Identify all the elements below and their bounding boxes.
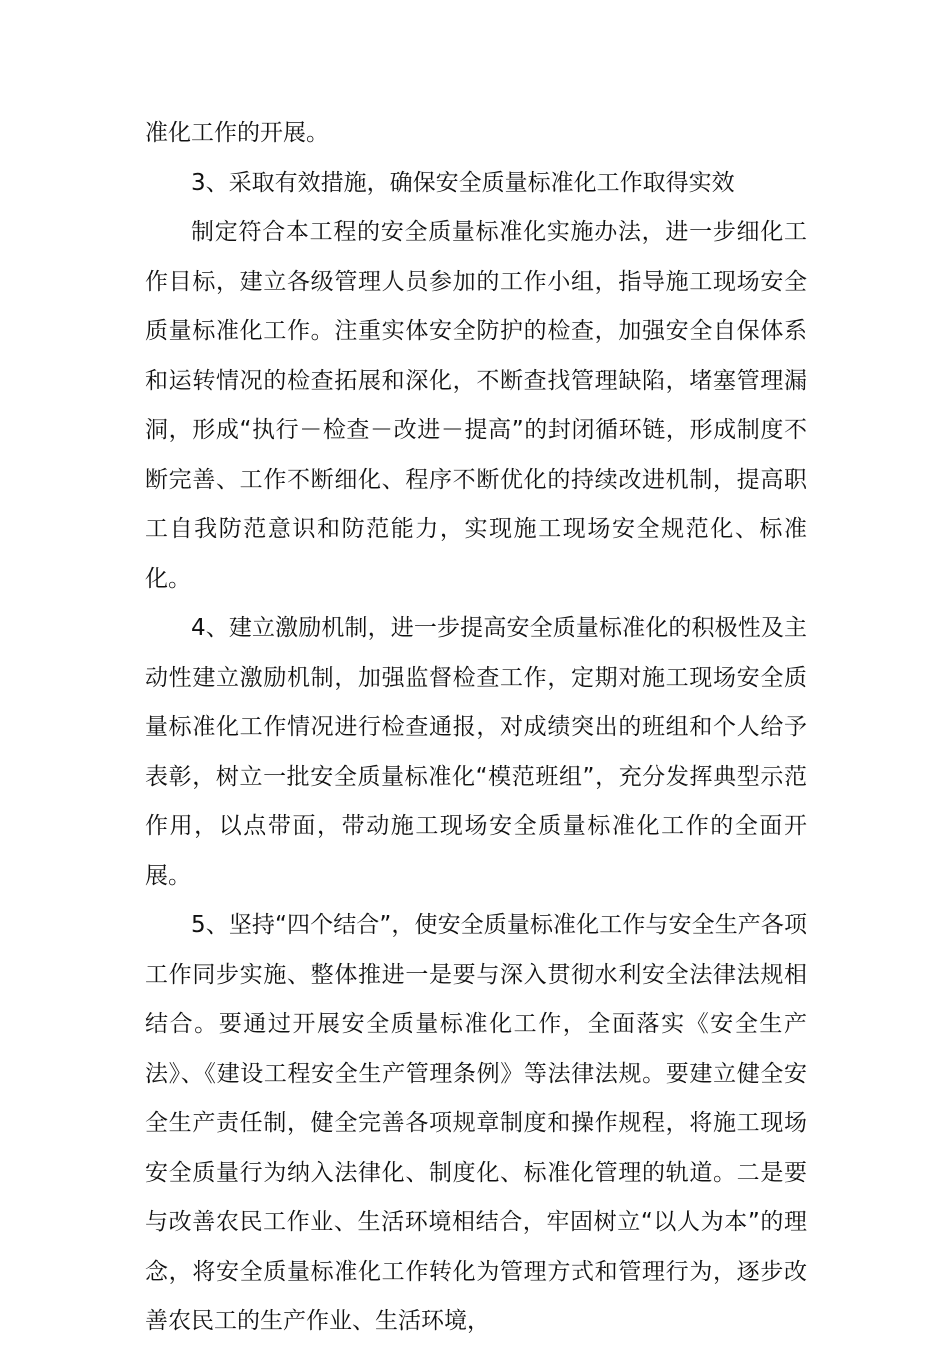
paragraph-item-5: 5、坚持“四个结合”，使安全质量标准化工作与安全生产各项工作同步实施、整体推进一是要与深入贯彻水利安全法律法规相结合。要通过开展安全质量标准化工作，全面落实《安全生产法》、《建设工程安全生产管理条例》等法律法规。要建立健全安全生产责任制，健全完善各项规章制度和操作规程，将施工现场安全质量行为纳入法律化、制度化、标准化管理的轨道。二是要与改善农民工作业、生活环境相结合，牢固树立“以人为本”的理念，将安全质量标准化工作转化为管理方式和管理行为，逐步改善农民工的生产作业、生活环境， (145, 912, 807, 1334)
heading-item-3: 3、采取有效措施，确保安全质量标准化工作取得实效 (191, 169, 735, 196)
paragraph-item-3-body: 制定符合本工程的安全质量标准化实施办法，进一步细化工作目标，建立各级管理人员参加的工作小组，指导施工现场安全质量标准化工作。注重实体安全防护的检查，加强安全自保体系和运转情况的检查拓展和深化，不断查找管理缺陷，堵塞管理漏洞，形成“执行－检查－改进－提高”的封闭循环链，形成制度不断完善、工作不断细化、程序不断优化的持续改进机制，提高职工自我防范意识和防范能力，实现施工现场安全规范化、标准化。 (145, 219, 807, 592)
paragraph-item-4: 4、建立激励机制，进一步提高安全质量标准化的积极性及主动性建立激励机制，加强监督检查工作，定期对施工现场安全质量标准化工作情况进行检查通报，对成绩突出的班组和个人给予表彰，树立一批安全质量标准化“模范班组”，充分发挥典型示范作用，以点带面，带动施工现场安全质量标准化工作的全面开展。 (145, 615, 807, 889)
paragraph-continuation: 准化工作的开展。 (145, 120, 329, 146)
document-body (145, 109, 807, 1347)
